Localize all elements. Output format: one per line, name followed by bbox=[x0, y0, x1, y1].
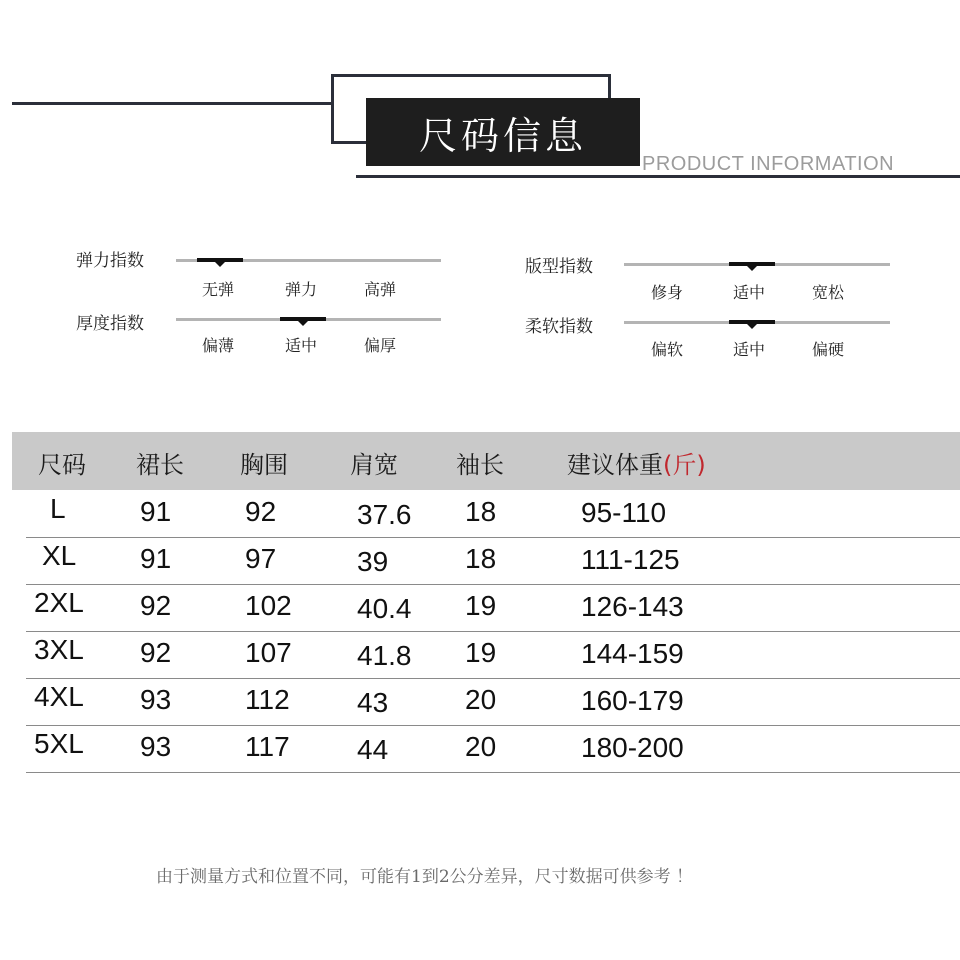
cell-shoulder: 44 bbox=[357, 734, 389, 765]
indicator-option: 适中 bbox=[733, 283, 766, 302]
cell-size: L bbox=[50, 493, 66, 524]
table-row bbox=[26, 490, 960, 538]
indicator-option: 高弹 bbox=[364, 280, 397, 299]
cell-sleeve: 18 bbox=[465, 496, 497, 527]
table-row bbox=[26, 537, 960, 585]
cell-weight: 144-159 bbox=[581, 638, 684, 669]
cell-sleeve: 19 bbox=[465, 590, 497, 621]
size-table-header bbox=[12, 432, 960, 490]
cell-bust: 92 bbox=[245, 496, 277, 527]
table-row bbox=[26, 631, 960, 679]
indicator-option: 偏厚 bbox=[364, 336, 397, 355]
col-header-length: 裙长 bbox=[136, 451, 184, 479]
indicator-option: 适中 bbox=[285, 336, 318, 355]
cell-sleeve: 18 bbox=[465, 543, 497, 574]
cell-length: 93 bbox=[140, 731, 172, 762]
cell-weight: 95-110 bbox=[581, 497, 667, 528]
cell-shoulder: 40.4 bbox=[357, 593, 412, 624]
col-header-bust: 胸围 bbox=[240, 451, 288, 479]
cell-weight: 180-200 bbox=[581, 732, 684, 763]
cell-sleeve: 20 bbox=[465, 684, 497, 715]
cell-size: XL bbox=[42, 540, 77, 571]
cell-weight: 160-179 bbox=[581, 685, 684, 716]
header-rule-left bbox=[12, 102, 334, 105]
cell-size: 2XL bbox=[34, 587, 84, 618]
cell-bust: 112 bbox=[245, 684, 290, 715]
cell-sleeve: 19 bbox=[465, 637, 497, 668]
indicator-marker bbox=[280, 317, 326, 321]
cell-sleeve: 20 bbox=[465, 731, 497, 762]
cell-shoulder: 43 bbox=[357, 687, 389, 718]
cell-shoulder: 41.8 bbox=[357, 640, 412, 671]
table-row bbox=[26, 678, 960, 726]
indicator-label: 柔软指数 bbox=[525, 317, 593, 337]
indicator-label: 厚度指数 bbox=[76, 314, 144, 334]
col-header-sleeve: 袖长 bbox=[456, 451, 504, 479]
cell-length: 91 bbox=[140, 496, 172, 527]
weight-header-label: 建议体重 bbox=[567, 451, 663, 479]
indicator-option: 修身 bbox=[651, 283, 684, 302]
table-row bbox=[26, 584, 960, 632]
cell-shoulder: 39 bbox=[357, 546, 389, 577]
cell-length: 92 bbox=[140, 637, 172, 668]
cell-bust: 97 bbox=[245, 543, 277, 574]
cell-weight: 111-125 bbox=[581, 544, 680, 575]
indicator-option: 偏薄 bbox=[202, 336, 235, 355]
indicator-option: 宽松 bbox=[812, 283, 845, 302]
indicator-option: 无弹 bbox=[202, 280, 235, 299]
indicator-marker bbox=[729, 320, 775, 324]
weight-unit: (斤) bbox=[663, 451, 706, 479]
page-title: 尺码信息 bbox=[418, 113, 587, 158]
indicator-label: 弹力指数 bbox=[76, 251, 144, 271]
cell-length: 92 bbox=[140, 590, 172, 621]
indicator-option: 弹力 bbox=[285, 280, 318, 299]
col-header-size: 尺码 bbox=[38, 451, 86, 479]
measurement-disclaimer: 由于测量方式和位置不同，可能有1到2公分差异，尺寸数据可供参考 ！ bbox=[156, 867, 694, 887]
cell-weight: 126-143 bbox=[581, 591, 684, 622]
indicator-option: 偏软 bbox=[651, 340, 684, 359]
col-header-weight bbox=[567, 445, 706, 480]
header-title-box bbox=[366, 98, 640, 166]
cell-bust: 102 bbox=[245, 590, 292, 621]
cell-length: 93 bbox=[140, 684, 172, 715]
indicator-marker bbox=[729, 262, 775, 266]
indicator-option: 适中 bbox=[733, 340, 766, 359]
cell-bust: 107 bbox=[245, 637, 292, 668]
cell-size: 5XL bbox=[34, 728, 84, 759]
page-subtitle: PRODUCT INFORMATION bbox=[642, 153, 895, 175]
indicator-marker bbox=[197, 258, 243, 262]
col-header-shoulder: 肩宽 bbox=[350, 451, 398, 479]
cell-size: 3XL bbox=[34, 634, 84, 665]
indicator-option: 偏硬 bbox=[812, 340, 845, 359]
cell-shoulder: 37.6 bbox=[357, 499, 412, 530]
cell-length: 91 bbox=[140, 543, 172, 574]
indicator-label: 版型指数 bbox=[525, 257, 593, 277]
table-row bbox=[26, 725, 960, 773]
cell-size: 4XL bbox=[34, 681, 84, 712]
cell-bust: 117 bbox=[245, 731, 290, 762]
